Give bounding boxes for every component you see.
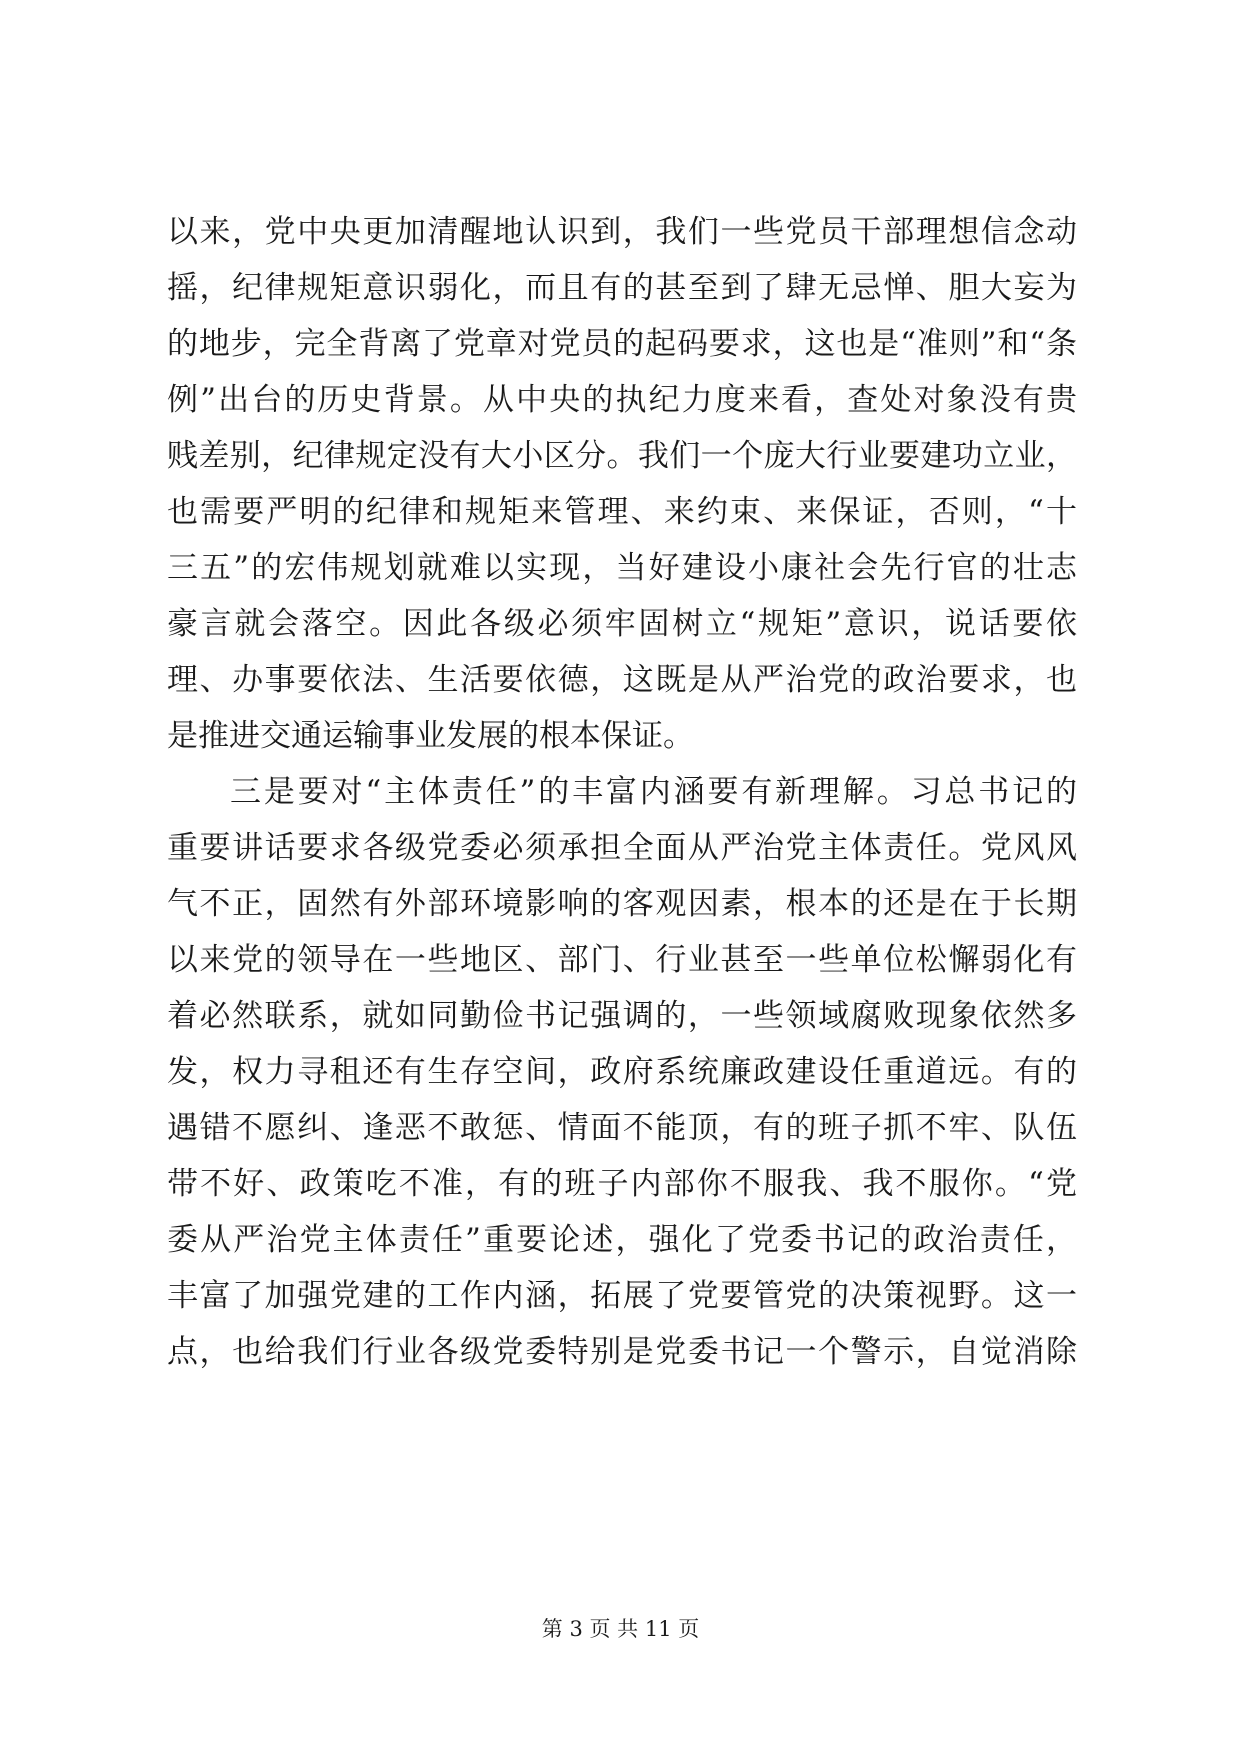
body-line-8: 豪言就会落空。因此各级必须牢固树立“规矩”意识，说话要依 [167, 606, 1077, 642]
body-line-15: 着必然联系，就如同勤俭书记强调的，一些领域腐败现象依然多 [167, 998, 1077, 1034]
body-line-10: 是推进交通运输事业发展的根本保证。 [167, 718, 694, 754]
body-line-16: 发，权力寻租还有生存空间，政府系统廉政建设任重道远。有的 [167, 1054, 1077, 1090]
body-line-4: 例”出台的历史背景。从中央的执纪力度来看，查处对象没有贵 [167, 382, 1077, 418]
body-line-9: 理、办事要依法、生活要依德，这既是从严治党的政治要求，也 [167, 662, 1077, 698]
body-line-17: 遇错不愿纠、逢恶不敢惩、情面不能顶，有的班子抓不牢、队伍 [167, 1110, 1077, 1146]
body-line-19: 委从严治党主体责任”重要论述，强化了党委书记的政治责任， [167, 1222, 1077, 1258]
body-line-6: 也需要严明的纪律和规矩来管理、来约束、来保证，否则，“十 [167, 494, 1077, 530]
body-line-1: 以来，党中央更加清醒地认识到，我们一些党员干部理想信念动 [167, 214, 1077, 250]
body-line-7: 三五”的宏伟规划就难以实现，当好建设小康社会先行官的壮志 [167, 550, 1077, 586]
body-line-3: 的地步，完全背离了党章对党员的起码要求，这也是“准则”和“条 [167, 326, 1077, 362]
page-number-footer: 第 3 页 共 11 页 [541, 1617, 700, 1641]
body-line-2: 摇，纪律规矩意识弱化，而且有的甚至到了肆无忌惮、胆大妄为 [167, 270, 1077, 306]
body-line-11: 三是要对“主体责任”的丰富内涵要有新理解。习总书记的 [230, 774, 1077, 810]
body-line-14: 以来党的领导在一些地区、部门、行业甚至一些单位松懈弱化有 [167, 942, 1077, 978]
body-line-13: 气不正，固然有外部环境影响的客观因素，根本的还是在于长期 [167, 886, 1077, 922]
body-line-5: 贱差别，纪律规定没有大小区分。我们一个庞大行业要建功立业， [167, 438, 1077, 474]
body-line-20: 丰富了加强党建的工作内涵，拓展了党要管党的决策视野。这一 [167, 1278, 1077, 1314]
body-line-21: 点，也给我们行业各级党委特别是党委书记一个警示，自觉消除 [167, 1334, 1077, 1370]
body-line-18: 带不好、政策吃不准，有的班子内部你不服我、我不服你。“党 [167, 1166, 1077, 1202]
body-line-12: 重要讲话要求各级党委必须承担全面从严治党主体责任。党风风 [167, 830, 1077, 866]
